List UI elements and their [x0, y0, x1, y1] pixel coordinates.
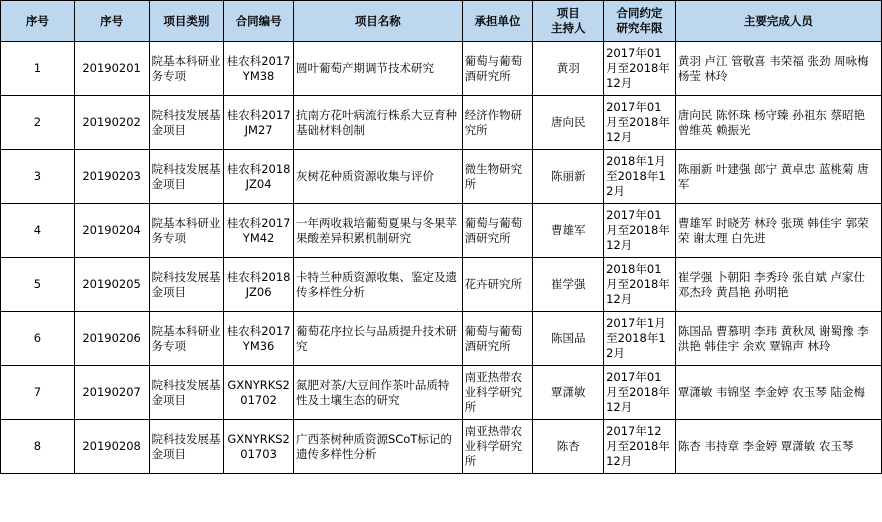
- cell-project-name: 抗南方花叶病流行株系大豆育种基础材料创制: [293, 96, 462, 150]
- cell-period: 2017年12月至2018年12月: [604, 420, 676, 474]
- cell-members: 唐向民 陈怀珠 杨守臻 孙祖东 蔡昭艳 曾维英 赖振光: [675, 96, 881, 150]
- cell-host: 黄羽: [533, 42, 604, 96]
- header-cell-unit: 承担单位: [462, 1, 533, 42]
- cell-contract-no: 桂农科2017YM38: [224, 42, 294, 96]
- cell-contract-no: 桂农科2018JZ06: [224, 258, 294, 312]
- header-cell-project-name: 项目名称: [293, 1, 462, 42]
- cell-category: 院科技发展基金项目: [149, 96, 224, 150]
- cell-contract-no: GXNYRKS201702: [224, 366, 294, 420]
- cell-period: 2018年1月至2018年12月: [604, 150, 676, 204]
- cell-project-name: 灰树花种质资源收集与评价: [293, 150, 462, 204]
- cell-unit: 花卉研究所: [462, 258, 533, 312]
- cell-members: 曹雄军 时晓芳 林玲 张瑛 韩佳宇 郭荣荣 谢太理 白先进: [675, 204, 881, 258]
- cell-host: 唐向民: [533, 96, 604, 150]
- cell-unit: 微生物研究所: [462, 150, 533, 204]
- cell-unit: 南亚热带农业科学研究所: [462, 366, 533, 420]
- cell-category: 院基本科研业务专项: [149, 204, 224, 258]
- cell-seq: 3: [1, 150, 75, 204]
- cell-project-name: 圆叶葡萄产期调节技术研究: [293, 42, 462, 96]
- header-cell-contract-no: 合同编号: [224, 1, 294, 42]
- cell-seq: 2: [1, 96, 75, 150]
- header-row: [1, 1, 882, 42]
- cell-project-name: 一年两收栽培葡萄夏果与冬果苹果酸差异积累机制研究: [293, 204, 462, 258]
- header-cell-seq: 序号: [1, 1, 75, 42]
- cell-unit: 经济作物研究所: [462, 96, 533, 150]
- cell-period: 2017年01月至2018年12月: [604, 366, 676, 420]
- header-cell-host: 项目 主持人: [533, 1, 604, 42]
- cell-members: 陈国品 曹慕明 李玮 黄秋凤 谢蜀豫 李洪艳 韩佳宇 余欢 覃锦声 林玲: [675, 312, 881, 366]
- table-row: [1, 366, 882, 420]
- table-row: [1, 42, 882, 96]
- cell-members: 陈杏 韦持章 李金婷 覃潇敏 农玉琴: [675, 420, 881, 474]
- cell-period: 2018年01月至2018年12月: [604, 258, 676, 312]
- header-cell-period: 合同约定 研究年限: [604, 1, 676, 42]
- cell-members: 陈丽新 叶建强 郎宁 黄卓忠 蓝桃菊 唐军: [675, 150, 881, 204]
- cell-seq: 6: [1, 312, 75, 366]
- cell-host: 陈丽新: [533, 150, 604, 204]
- cell-category: 院科技发展基金项目: [149, 366, 224, 420]
- cell-seq-number: 20190202: [74, 96, 149, 150]
- cell-category: 院科技发展基金项目: [149, 150, 224, 204]
- cell-project-name: 广西茶树种质资源SCoT标记的遗传多样性分析: [293, 420, 462, 474]
- table-row: [1, 204, 882, 258]
- cell-seq-number: 20190206: [74, 312, 149, 366]
- cell-project-name: 卡特兰种质资源收集、鉴定及遗传多样性分析: [293, 258, 462, 312]
- table-row: [1, 258, 882, 312]
- cell-seq-number: 20190205: [74, 258, 149, 312]
- header-cell-seq-number: 序号: [74, 1, 149, 42]
- cell-unit: 南亚热带农业科学研究所: [462, 420, 533, 474]
- cell-period: 2017年01月至2018年12月: [604, 42, 676, 96]
- cell-members: 覃潇敏 韦锦坚 李金婷 农玉琴 陆金梅: [675, 366, 881, 420]
- cell-host: 覃潇敏: [533, 366, 604, 420]
- cell-members: 崔学强 卜朝阳 李秀玲 张自斌 卢家仕 邓杰玲 黄昌艳 孙明艳: [675, 258, 881, 312]
- cell-contract-no: 桂农科2018JZ04: [224, 150, 294, 204]
- cell-unit: 葡萄与葡萄酒研究所: [462, 42, 533, 96]
- cell-category: 院科技发展基金项目: [149, 258, 224, 312]
- cell-host: 崔学强: [533, 258, 604, 312]
- cell-contract-no: 桂农科2017YM36: [224, 312, 294, 366]
- cell-seq: 8: [1, 420, 75, 474]
- cell-contract-no: 桂农科2017YM42: [224, 204, 294, 258]
- header-cell-category: 项目类别: [149, 1, 224, 42]
- table-row: [1, 96, 882, 150]
- cell-seq: 7: [1, 366, 75, 420]
- cell-members: 黄羽 卢江 管敬喜 韦荣福 张劲 周咏梅 杨莹 林玲: [675, 42, 881, 96]
- cell-seq-number: 20190204: [74, 204, 149, 258]
- cell-unit: 葡萄与葡萄酒研究所: [462, 204, 533, 258]
- cell-period: 2017年1月至2018年12月: [604, 312, 676, 366]
- cell-contract-no: 桂农科2017JM27: [224, 96, 294, 150]
- table-row: [1, 312, 882, 366]
- cell-seq-number: 20190208: [74, 420, 149, 474]
- cell-period: 2017年01月至2018年12月: [604, 96, 676, 150]
- table-row: [1, 150, 882, 204]
- cell-seq-number: 20190203: [74, 150, 149, 204]
- cell-seq: 5: [1, 258, 75, 312]
- cell-period: 2017年01月至2018年12月: [604, 204, 676, 258]
- cell-seq-number: 20190201: [74, 42, 149, 96]
- cell-unit: 葡萄与葡萄酒研究所: [462, 312, 533, 366]
- cell-seq: 1: [1, 42, 75, 96]
- cell-host: 陈杏: [533, 420, 604, 474]
- cell-project-name: 葡萄花序拉长与品质提升技术研究: [293, 312, 462, 366]
- cell-category: 院基本科研业务专项: [149, 312, 224, 366]
- cell-category: 院基本科研业务专项: [149, 42, 224, 96]
- table-row: [1, 420, 882, 474]
- cell-seq-number: 20190207: [74, 366, 149, 420]
- cell-project-name: 氮肥对茶/大豆间作茶叶品质特性及土壤生态的研究: [293, 366, 462, 420]
- cell-host: 曹雄军: [533, 204, 604, 258]
- cell-contract-no: GXNYRKS201703: [224, 420, 294, 474]
- cell-category: 院科技发展基金项目: [149, 420, 224, 474]
- cell-host: 陈国品: [533, 312, 604, 366]
- header-cell-members: 主要完成人员: [675, 1, 881, 42]
- cell-seq: 4: [1, 204, 75, 258]
